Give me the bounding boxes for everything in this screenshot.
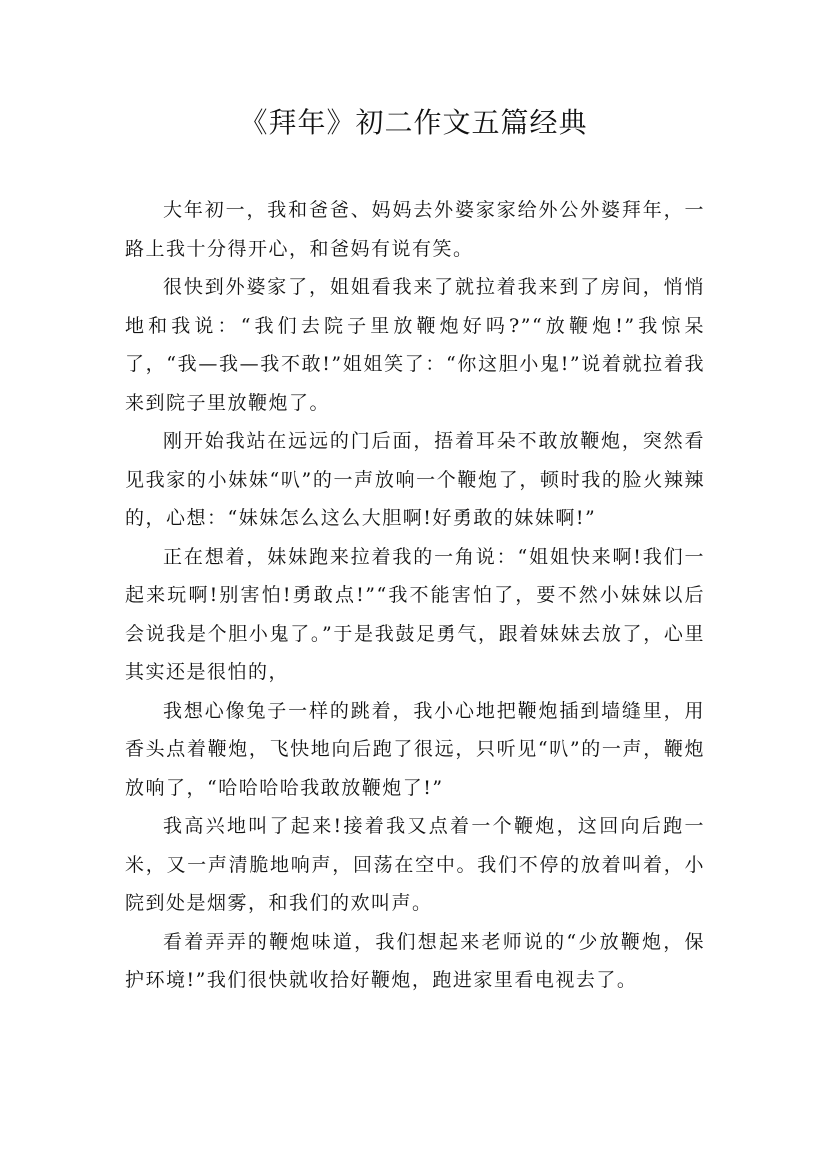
paragraph-2: 很快到外婆家了，姐姐看我来了就拉着我来到了房间，悄悄地和我说：“我们去院子里放鞭炮好吗?”“放鞭炮!”我惊呆了，“我—我—我不敢!”姐姐笑了：“你这胆小鬼!”说着就拉着我来到院子里放鞭炮了。 (125, 276, 705, 414)
paragraph-1: 大年初一，我和爸爸、妈妈去外婆家家给外公外婆拜年，一路上我十分得开心，和爸妈有说有笑。 (125, 199, 705, 260)
paragraph-4: 正在想着，妹妹跑来拉着我的一角说：“姐姐快来啊!我们一起来玩啊!别害怕!勇敢点!”“我不能害怕了，要不然小妹妹以后会说我是个胆小鬼了。”于是我鼓足勇气，跟着妹妹去放了，心里其实还是很怕的， (125, 545, 705, 683)
document-title: 《拜年》初二作文五篇经典 (239, 106, 588, 139)
paragraph-7: 看着弄弄的鞭炮味道，我们想起来老师说的“少放鞭炮，保护环境!”我们很快就收拾好鞭炮，跑进家里看电视去了。 (125, 930, 705, 991)
paragraph-3: 刚开始我站在远远的门后面，捂着耳朵不敢放鞭炮，突然看见我家的小妹妹“叭”的一声放响一个鞭炮了，顿时我的脸火辣辣的，心想：“妹妹怎么这么大胆啊!好勇敢的妹妹啊!” (125, 430, 705, 529)
article-body (125, 191, 705, 1000)
paragraph-5: 我想心像兔子一样的跳着，我小心地把鞭炮插到墙缝里，用香头点着鞭炮，飞快地向后跑了很远，只听见“叭”的一声，鞭炮放响了，“哈哈哈哈我敢放鞭炮了!” (125, 699, 705, 799)
paragraph-6: 我高兴地叫了起来!接着我又点着一个鞭炮，这回向后跑一米，又一声清脆地响声，回荡在空中。我们不停的放着叫着，小院到处是烟雾，和我们的欢叫声。 (125, 815, 705, 914)
